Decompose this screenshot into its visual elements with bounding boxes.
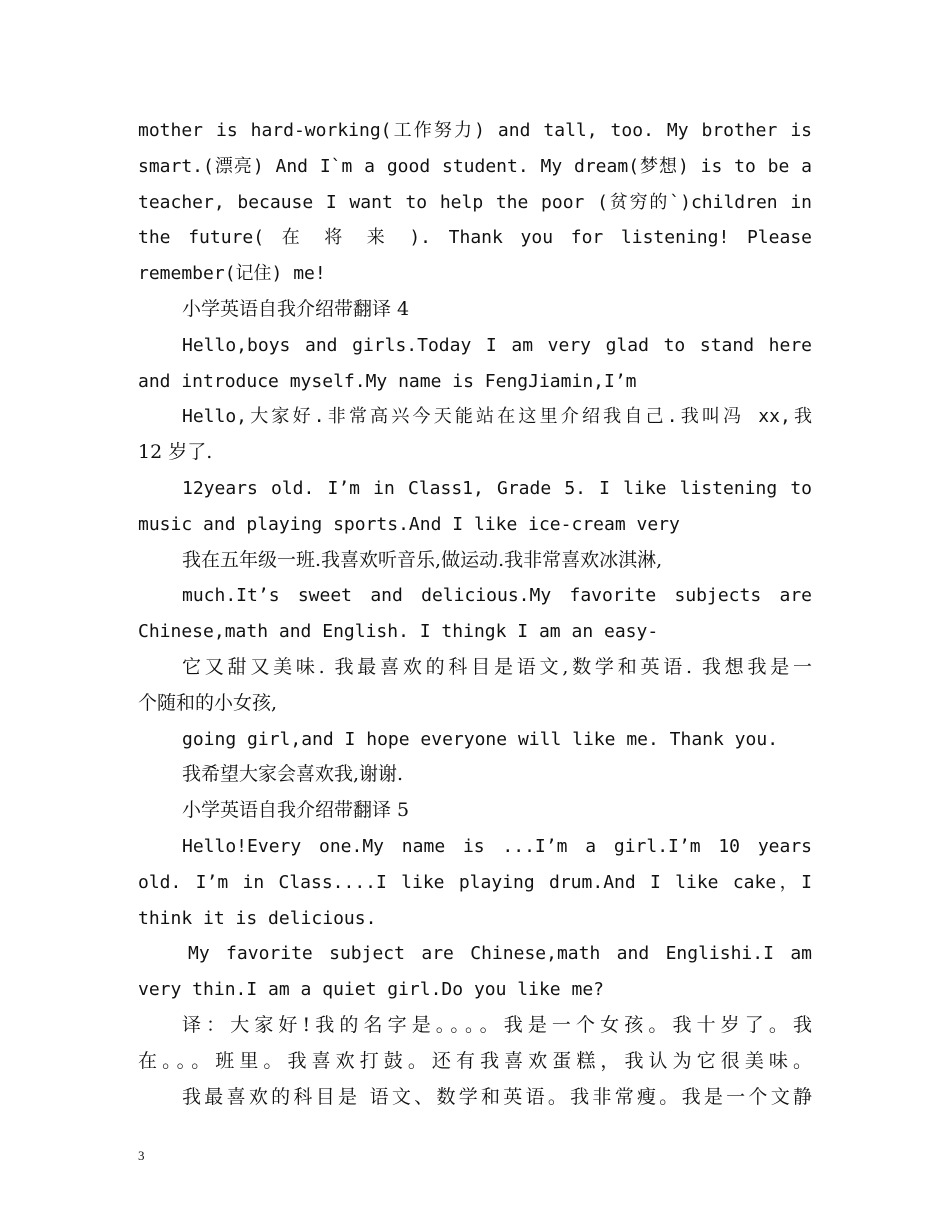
text-line: 译：大家好!我的名字是。。。。我是一个女孩。我十岁了。我 — [182, 1013, 812, 1036]
text-line: Hello,boys and girls.Today I am very glad to stand here — [182, 334, 812, 356]
text-line: and introduce myself.My name is FengJiamin,I’m — [138, 370, 637, 392]
text-line: the future( 在 将 来 ). Thank you for listening! Please — [138, 227, 812, 249]
document-body — [138, 113, 812, 1115]
section-heading: 小学英语自我介绍带翻译 4 — [182, 297, 410, 320]
text-line: 我在五年级一班.我喜欢听音乐,做运动.我非常喜欢冰淇淋, — [182, 548, 663, 571]
text-line: 我希望大家会喜欢我,谢谢. — [182, 763, 404, 786]
text-line: 在。。。班里。我喜欢打鼓。还有我喜欢蛋糕，我认为它很美味。 — [138, 1049, 812, 1072]
text-line: remember(记住) me! — [138, 263, 326, 285]
text-line: teacher, because I want to help the poor (贫穷的`)children in — [138, 191, 812, 213]
text-line: 我最喜欢的科目是 语文、数学和英语。我非常瘦。我是一个文静 — [182, 1085, 812, 1108]
text-line: much.It’s sweet and delicious.My favorite subjects are — [182, 585, 812, 607]
text-line: smart.(漂亮) And I`m a good student. My dream(梦想) is to be a — [138, 155, 812, 177]
text-line: 个随和的小女孩, — [138, 691, 278, 714]
text-line: old. I’m in Class....I like playing drum.And I like cake，I — [138, 871, 812, 893]
text-line: music and playing sports.And I like ice-cream very — [138, 513, 680, 535]
section-heading: 小学英语自我介绍带翻译 5 — [182, 799, 410, 822]
text-line: think it is delicious. — [138, 907, 377, 929]
text-line: going girl,and I hope everyone will like me. Thank you. — [182, 728, 779, 750]
text-line: 它又甜又美味. 我最喜欢的科目是语文,数学和英语. 我想我是一 — [182, 655, 812, 678]
text-line: very thin.I am a quiet girl.Do you like me? — [138, 979, 604, 1001]
text-line: Hello,大家好.非常高兴今天能站在这里介绍我自己.我叫冯 xx,我 — [182, 406, 812, 428]
text-line: My favorite subject are Chinese,math and Englishi.I am — [188, 943, 812, 965]
text-line: 12 岁了. — [138, 441, 213, 464]
text-line: Chinese,math and English. I thingk I am an easy- — [138, 621, 659, 643]
text-line: mother is hard-working(工作努力) and tall, too. My brother is — [138, 120, 812, 141]
text-line: 12years old. I’m in Class1, Grade 5. I like listening to — [182, 477, 812, 499]
text-line: Hello!Every one.My name is ...I’m a girl.I’m 10 years — [182, 835, 812, 857]
page-number: 3 — [138, 1148, 145, 1163]
